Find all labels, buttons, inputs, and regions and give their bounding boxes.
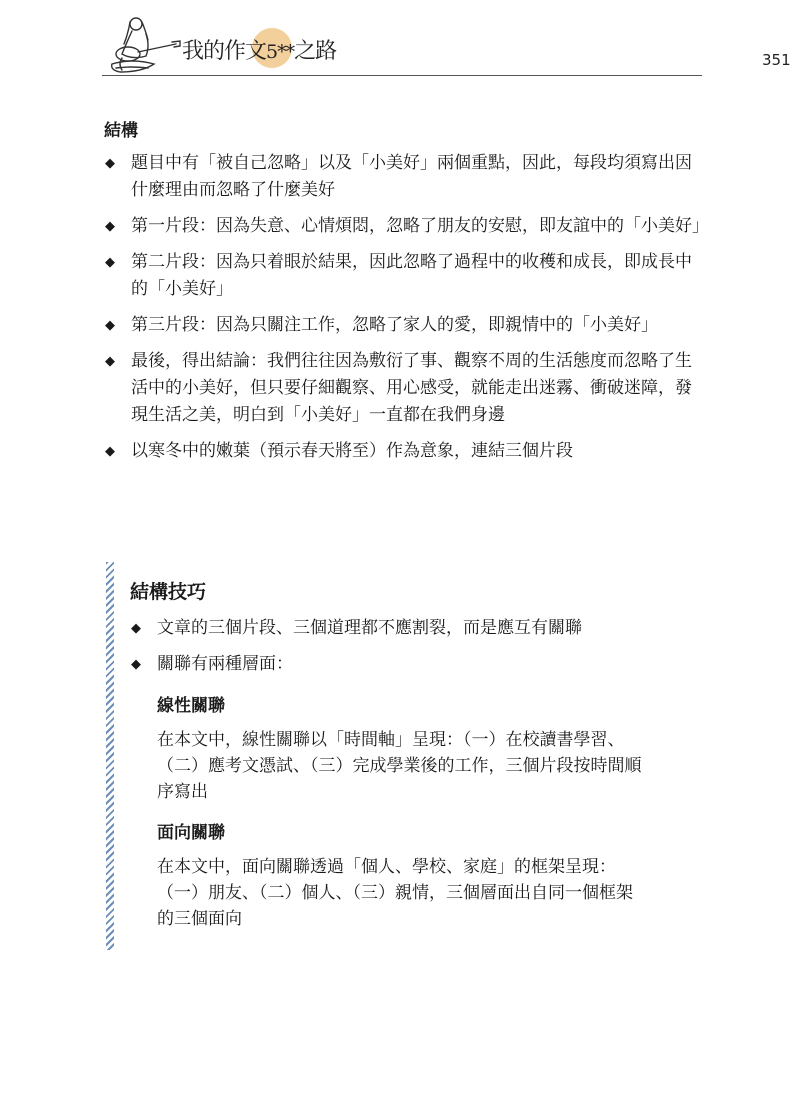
list-item: ◆ 第二片段：因為只着眼於結果，因此忽略了過程中的收穫和成長，即成長中的「小美好」: [104, 249, 704, 303]
list-item: ◆ 題目中有「被自己忽略」以及「小美好」兩個重點，因此，每段均須寫出因什麼理由而忽略了什麼美好: [104, 150, 704, 204]
logo-main-text: 我的作文: [182, 39, 267, 64]
diamond-bullet-icon: ◆: [105, 354, 115, 369]
guitar-player-illustration-icon: [102, 14, 182, 76]
logo-end-text: 之路: [294, 39, 337, 64]
diamond-bullet-icon: ◆: [105, 219, 115, 234]
aspect-link-heading: 面向關聯: [157, 823, 225, 843]
logo-highlight-text: 5**: [266, 41, 295, 63]
diamond-bullet-icon: ◆: [105, 444, 115, 459]
structure-list: [104, 150, 709, 474]
aspect-link-paragraph: 在本文中，面向關聯透過「個人、學校、家庭」的框架呈現：（一）朋友、（二）個人、（三）親情，三個層面出自同一個框架的三個面向: [157, 857, 633, 929]
diamond-bullet-icon: ◆: [131, 621, 141, 636]
diamond-bullet-icon: ◆: [105, 255, 115, 270]
list-item: ◆ 以寒冬中的嫩葉（預示春天將至）作為意象，連結三個片段: [104, 438, 704, 465]
list-item: ◆ 關聯有兩種層面：: [130, 651, 650, 678]
section-title-structure: 結構: [104, 121, 138, 141]
structure-technique-box: [106, 562, 666, 950]
list-item: ◆ 第三片段：因為只關注工作，忽略了家人的愛，即親情中的「小美好」: [104, 312, 704, 339]
diamond-bullet-icon: ◆: [105, 318, 115, 333]
header-divider: [102, 75, 702, 76]
list-item: ◆ 最後，得出結論：我們往往因為敷衍了事、觀察不周的生活態度而忽略了生活中的小美好，但只要仔細觀察、用心感受，就能走出迷霧、衝破迷障，發現生活之美，明白到「小美好」一直都在我們身邊: [104, 348, 704, 429]
page-header: [102, 14, 791, 76]
list-item: ◆ 文章的三個片段、三個道理都不應割裂，而是應互有關聯: [130, 615, 650, 642]
diamond-bullet-icon: ◆: [131, 657, 141, 672]
box-title: 結構技巧: [130, 581, 207, 603]
linear-link-paragraph: 在本文中，線性關聯以「時間軸」呈現：（一）在校讀書學習、（二）應考文憑試、（三）完成學業後的工作，三個片段按時間順序寫出: [157, 730, 642, 802]
technique-list: [130, 615, 650, 687]
diamond-bullet-icon: ◆: [105, 156, 115, 171]
striped-margin-bar: [106, 562, 114, 950]
linear-link-heading: 線性關聯: [157, 696, 225, 716]
page-number: 351: [762, 51, 791, 69]
list-item: ◆ 第一片段：因為失意、心情煩悶，忽略了朋友的安慰，即友誼中的「小美好」: [104, 213, 704, 240]
book-series-logo: [182, 34, 336, 65]
